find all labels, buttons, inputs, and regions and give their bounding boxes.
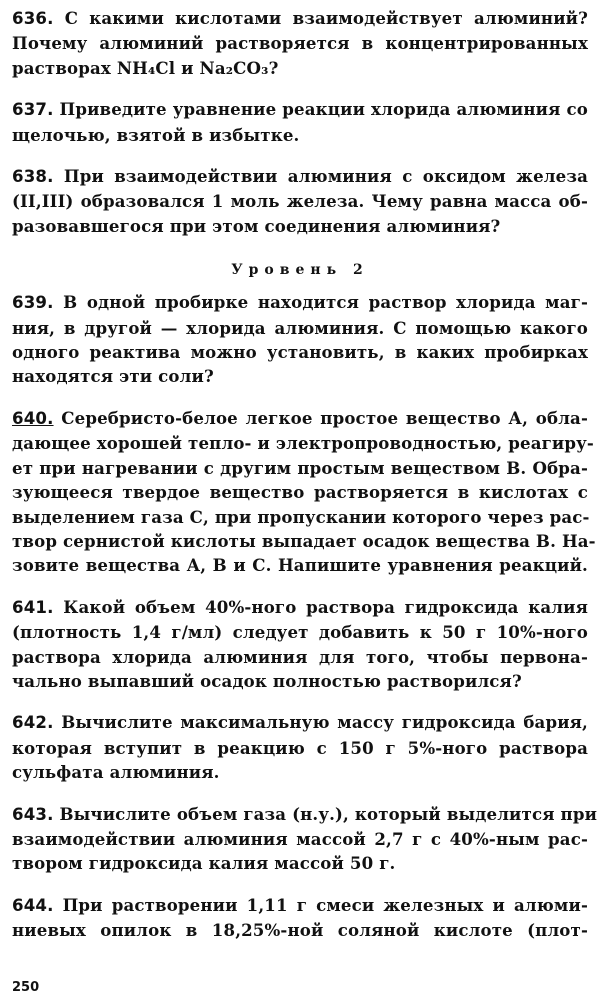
problem-number: 640.: [12, 408, 54, 428]
problem-line: сульфата алюминия.: [12, 762, 220, 783]
problem-line: [12, 595, 588, 620]
problem-text: При взаимодействии алюминия с оксидом железа: [53, 166, 588, 187]
problem-637: [12, 97, 588, 147]
problem-number: 638.: [12, 167, 54, 187]
page-content: [12, 6, 598, 960]
problem-643: [12, 802, 598, 876]
problem-line: ния, в другой — хлорида алюминия. С помощью какого: [12, 317, 588, 338]
problem-number: 644.: [12, 895, 54, 915]
problem-line: [12, 97, 588, 122]
problem-text: С какими кислотами взаимодействует алюминий?: [53, 8, 588, 28]
problem-line: чально выпавший осадок полностью растворился?: [12, 670, 522, 691]
problem-641: [12, 595, 588, 694]
problem-text: Какой объем 40%-ного раствора гидроксида калия: [53, 596, 588, 617]
problem-text: Серебристо-белое легкое простое вещество А, обла-: [53, 407, 588, 428]
problem-line: [12, 290, 588, 315]
problem-line: твором гидроксида калия массой 50 г.: [12, 853, 396, 874]
problem-number: 642.: [12, 713, 54, 733]
problem-number: 639.: [12, 293, 54, 313]
problem-line: зовите вещества А, В и С. Напишите уравнения реакций.: [12, 555, 588, 576]
problem-text: Вычислите объем газа (н.у.), который выделится при: [53, 803, 598, 824]
problem-line: (плотность 1,4 г/мл) следует добавить к 50 г 10%-ного: [12, 622, 588, 643]
problem-line: находятся эти соли?: [12, 366, 214, 387]
problem-number: 641.: [12, 597, 54, 617]
problem-text: При растворении 1,11 г смеси железных и алюми-: [53, 894, 588, 915]
problem-line: раствора хлорида алюминия для того, чтобы первона-: [12, 646, 588, 667]
problem-line: [12, 164, 588, 189]
problem-line: одного реактива можно установить, в каких пробирках: [12, 342, 588, 363]
problem-text: Вычислите максимальную массу гидроксида бария,: [53, 712, 588, 733]
problem-line: ниевых опилок в 18,25%-ной соляной кислоте (плот-: [12, 920, 588, 941]
problem-640: [12, 406, 596, 578]
problem-line: выделением газа С, при пропускании которого через рас-: [12, 506, 590, 527]
problem-line: разовавшегося при этом соединения алюминия?: [12, 215, 501, 236]
problem-line: [12, 893, 588, 918]
problem-line: щелочью, взятой в избытке.: [12, 124, 300, 145]
problem-line: растворах NH₄Cl и Na₂CO₃?: [12, 57, 279, 78]
problem-line: ет при нагревании с другим простым веществом В. Обра-: [12, 457, 588, 478]
problem-line: Почему алюминий растворяется в концентрированных: [12, 33, 588, 54]
problem-line: твор сернистой кислоты выпадает осадок вещества В. На-: [12, 530, 596, 551]
problem-line: (II,III) образовался 1 моль железа. Чему равна масса об-: [12, 191, 588, 212]
problem-number: 637.: [12, 100, 54, 120]
problem-line: [12, 6, 588, 31]
problem-line: [12, 406, 588, 431]
level-heading: Уровень 2: [231, 262, 369, 279]
problem-number: 636.: [12, 9, 54, 28]
problem-line: зующееся твердое вещество растворяется в кислотах с: [12, 482, 588, 503]
page-number: 250: [12, 980, 40, 995]
problem-number: 643.: [12, 804, 54, 824]
problem-644: [12, 893, 588, 943]
problem-line: взаимодействии алюминия массой 2,7 г с 40%-ным рас-: [12, 828, 588, 849]
problem-642: [12, 710, 588, 784]
problem-line: дающее хорошей тепло- и электропроводностью, реагиру-: [12, 433, 594, 454]
problem-line: [12, 802, 598, 827]
problem-639: [12, 290, 588, 389]
problem-text: Приведите уравнение реакции хлорида алюминия со: [53, 99, 588, 120]
problem-text: В одной пробирке находится раствор хлорида маг-: [53, 292, 588, 313]
problem-line: которая вступит в реакцию с 150 г 5%-ного раствора: [12, 737, 588, 758]
problem-638: [12, 164, 588, 238]
problem-636: [12, 6, 588, 80]
problem-line: [12, 710, 588, 735]
